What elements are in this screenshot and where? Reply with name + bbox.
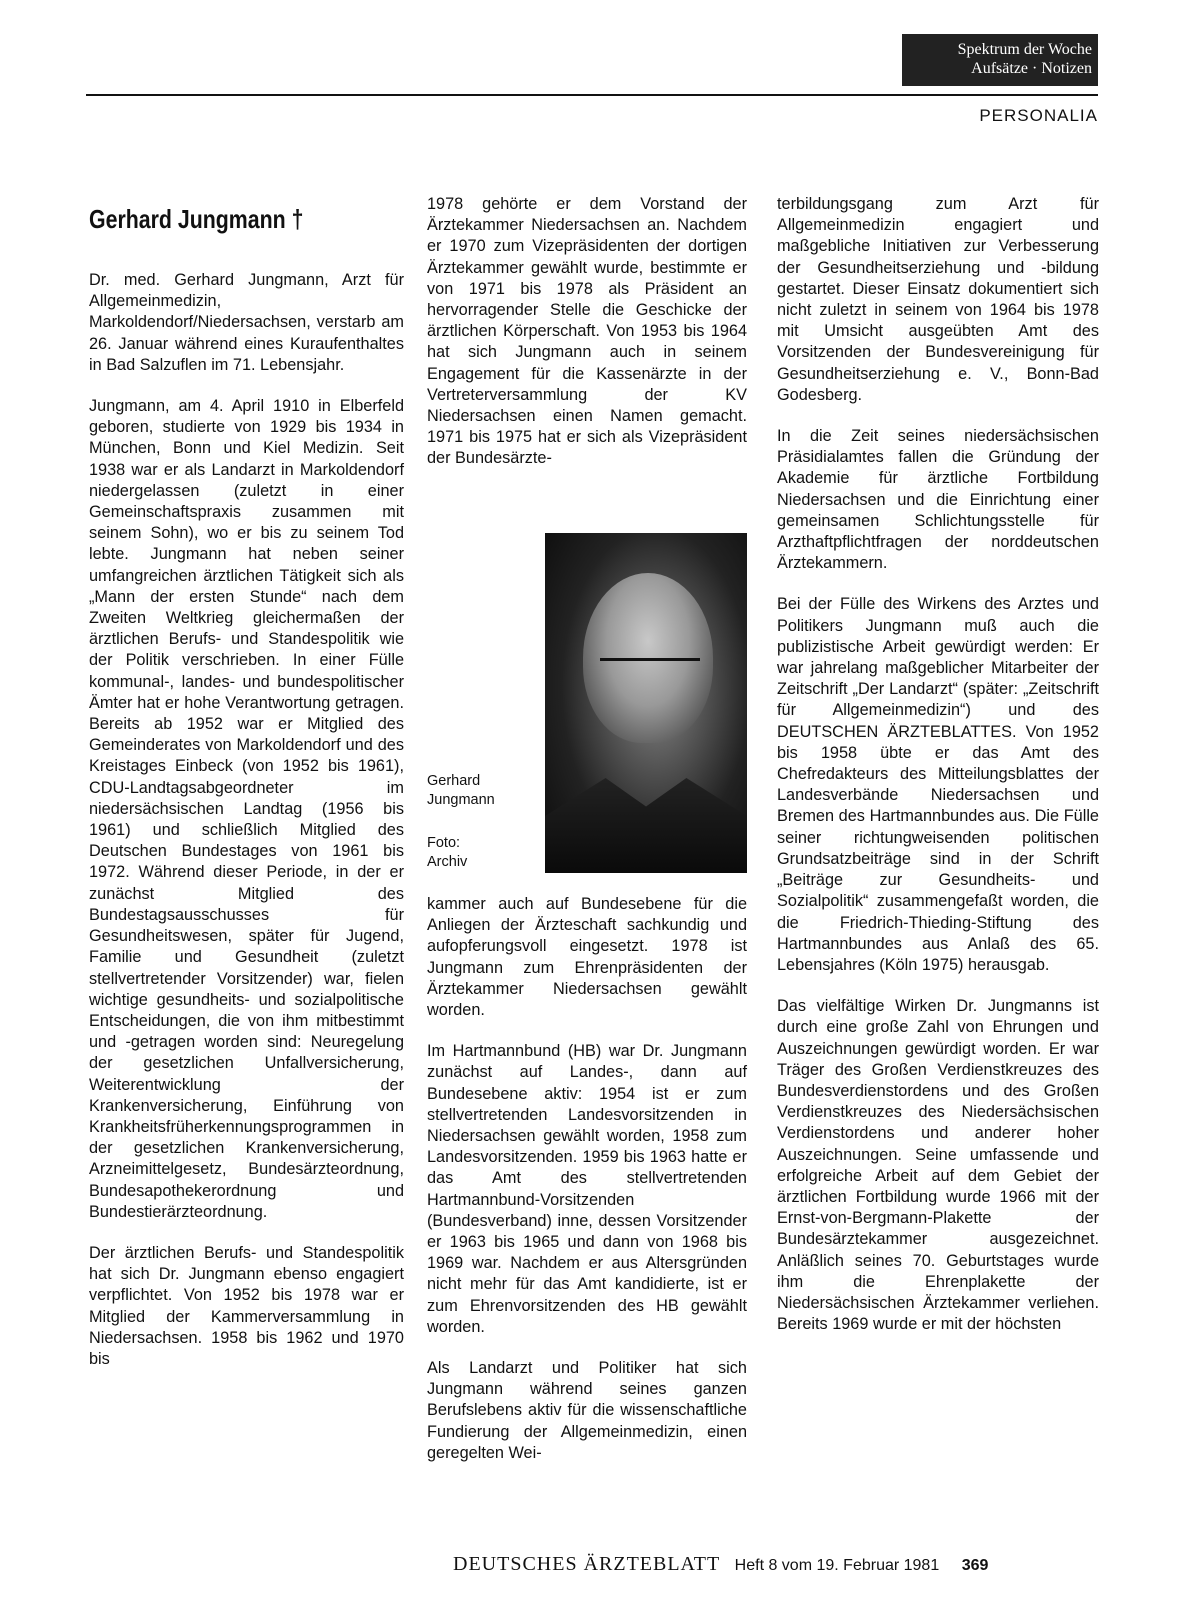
paragraph: Jungmann, am 4. April 1910 in Elberfeld geboren, studierte von 1929 bis 1934 in München, Bonn und Kiel Medizin. Seit 1938 war er als Landarzt in Markoldendorf niedergelassen (zuletzt in einer Gemeinschaftspraxis zusammen mit seinem Sohn), wo er bis zu seinem Tod lebte. Jungmann hat neben seiner umfangreichen ärztlichen Tätigkeit sich als „Mann der ersten Stunde“ nach dem Zweiten Weltkrieg gleichermaßen der ärztlichen Berufs- und Standespolitik wie der Politik verschrieben. In einer Fülle kommunal-, landes- und bundespolitischer Ämter hat er hohe Verantwortung getragen. Bereits ab 1952 war er Mitglied des Gemeinderates von Markoldendorf und des Kreistages Einbeck (von 1952 bis 1961), CDU-Landtagsabgeordneter im niedersächsischen Landtag (1956 bis 1961) und schließlich Mitglied des Deutschen Bundestages von 1961 bis 1972. Während dieser Periode, in der er zunächst Mitglied des Bundestagsausschusses für Gesundheitswesen, später für Jugend, Familie und Gesundheit (zuletzt stellvertretender Vorsitzender) war, fielen wichtige gesundheits- und sozialpolitische Entscheidungen, die von ihm mitbestimmt und -getragen worden sind: Neuregelung der gesetzlichen Unfallversicherung, Weiterentwicklung der Krankenversicherung, Einführung von Krankheitsfrüherkennungsprogrammen in der gesetzlichen Krankenversicherung, Arzneimittelgesetz, Bundesärzteordnung, Bundesapothekerordnung und Bundestierärzteordnung.: [89, 397, 404, 1221]
paragraph: Bei der Fülle des Wirkens des Arztes und Politikers Jungmann muß auch die publizistische Arbeit gewürdigt werden: Er war jahrelang maßgeblicher Mitarbeiter der Zeitschrift „Der Landarzt“ (später: „Zeitschrift für Allgemeinmedizin“) und des DEUTSCHEN ÄRZTEBLATTES. Von 1952 bis 1958 übte er das Amt des Chefredakteurs des Mitteilungsblattes der Landesverbände Niedersachsen und Bremen des Hartmannbundes aus. Die Fülle seiner richtungweisenden politischen Grundsatzbeiträge sind in der Schrift „Beiträge zur Gesundheits- und Sozialpolitik“ zusammengefaßt worden, die die Friedrich-Thieding-Stiftung des Hartmannbundes aus Anlaß des 65. Lebensjahres (Köln 1975) herausgab.: [777, 595, 1099, 974]
article-title: Gerhard Jungmann †: [89, 204, 304, 234]
paragraph: Das vielfältige Wirken Dr. Jungmanns ist durch eine große Zahl von Ehrungen und Auszeichnungen gewürdigt worden. Er war Träger des Großen Verdienstkreuzes des Bundesverdienstordens und des Großen Verdienstkreuzes des Niedersächsischen Verdienstordens und anderer hoher Auszeichnungen. Seine umfassende und erfolgreiche Arbeit auf dem Gebiet der ärztlichen Fortbildung wurde 1966 mit der Ernst-von-Bergmann-Plakette der Bundesärztekammer ausgezeichnet. Anläßlich seines 70. Geburtstages wurde ihm die Ehrenplakette der Niedersächsischen Ärztekammer verliehen. Bereits 1969 wurde er mit der höchsten: [777, 997, 1099, 1334]
portrait-photo: [545, 533, 747, 873]
section-label-line2: Aufsätze · Notizen: [971, 60, 1092, 77]
issue-info: Heft 8 vom 19. Februar 1981: [734, 1557, 940, 1574]
header-rule: [86, 94, 1098, 96]
portrait-glasses: [600, 658, 700, 683]
photo-credit: Foto: Archiv: [427, 835, 468, 870]
category-label: PERSONALIA: [979, 106, 1098, 125]
paragraph: Im Hartmannbund (HB) war Dr. Jungmann zunächst auf Landes-, dann auf Bundesebene aktiv: 1954 ist er zum stellvertretenden Landesvorsitzenden in Niedersachsen gewählt worden, 1958 zum Landesvorsitzenden. 1959 bis 1963 hatte er das Amt des stellvertretenden Hartmannbund-Vorsitzenden (Bundesverband) inne, dessen Vorsitzender er 1963 bis 1965 und dann von 1968 bis 1969 war. Nachdem er aus Altersgründen nicht mehr für das Amt kandidierte, ist er zum Ehrenvorsitzenden des HB gewählt worden.: [427, 1042, 747, 1336]
paragraph: In die Zeit seines niedersächsischen Präsidialamtes fallen die Gründung der Akademie für ärztliche Fortbildung Niedersachsen und die Einrichtung einer gemeinsamen Schlichtungsstelle für Arzthaftpflichtfragen der norddeutschen Ärztekammern.: [777, 427, 1099, 573]
paragraph: 1978 gehörte er dem Vorstand der Ärztekammer Niedersachsen an. Nachdem er 1970 zum Vizepräsidenten der dortigen Ärztekammer gewählt wurde, bestimmte er von 1971 bis 1978 als Präsident an hervorragender Stelle die Geschicke der ärztlichen Körperschaft. Von 1953 bis 1964 hat sich Jungmann auch in seinem Engagement für die Kassenärzte in der Vertreterversammlung der KV Niedersachsen einen Namen gemacht. 1971 bis 1975 hat er sich als Vizepräsident der Bundesärzte-: [427, 195, 747, 468]
paragraph: terbildungsgang zum Arzt für Allgemeinmedizin engagiert und maßgebliche Initiativen zur Verbesserung der Gesundheitserziehung und -bildung gestartet. Dieser Einsatz dokumentiert sich nicht zuletzt in seinem von 1964 bis 1978 mit Umsicht ausgeübten Amt des Vorsitzenden der Bundesvereinigung für Gesundheitserziehung e. V., Bonn-Bad Godesberg.: [777, 195, 1099, 404]
paragraph: Der ärztlichen Berufs- und Standespolitik hat sich Dr. Jungmann ebenso engagiert verpflichtet. Von 1952 bis 1978 war er Mitglied der Kammerversammlung in Niedersachsen. 1958 bis 1962 und 1970 bis: [89, 1243, 404, 1368]
paragraph: Dr. med. Gerhard Jungmann, Arzt für Allgemeinmedizin, Markoldendorf/Niedersachsen, verstarb am 26. Januar während eines Kuraufenthaltes in Bad Salzuflen im 71. Lebensjahr.: [89, 271, 404, 374]
photo-caption: Gerhard Jungmann: [427, 773, 495, 808]
journal-name: DEUTSCHES ÄRZTEBLATT: [453, 1553, 721, 1575]
column-3: [777, 194, 1099, 1355]
page-footer: [453, 1553, 988, 1576]
section-label-line1: Spektrum der Woche: [957, 41, 1092, 58]
section-label: [902, 34, 1098, 86]
column-1: [89, 270, 404, 1390]
portrait-suit: [545, 778, 747, 873]
paragraph: kammer auch auf Bundesebene für die Anliegen der Ärzteschaft sachkundig und aufopferungsvoll eingesetzt. 1978 ist Jungmann zum Ehrenpräsidenten der Ärztekammer Niedersachsen gewählt worden.: [427, 895, 747, 1020]
column-2-bottom: [427, 894, 747, 1484]
page-number: 369: [961, 1557, 989, 1574]
paragraph: Als Landarzt und Politiker hat sich Jungmann während seines ganzen Berufslebens aktiv für die wissenschaftliche Fundierung der Allgemeinmedizin, einen geregelten Wei-: [427, 1359, 747, 1462]
column-2-top: [427, 194, 747, 490]
